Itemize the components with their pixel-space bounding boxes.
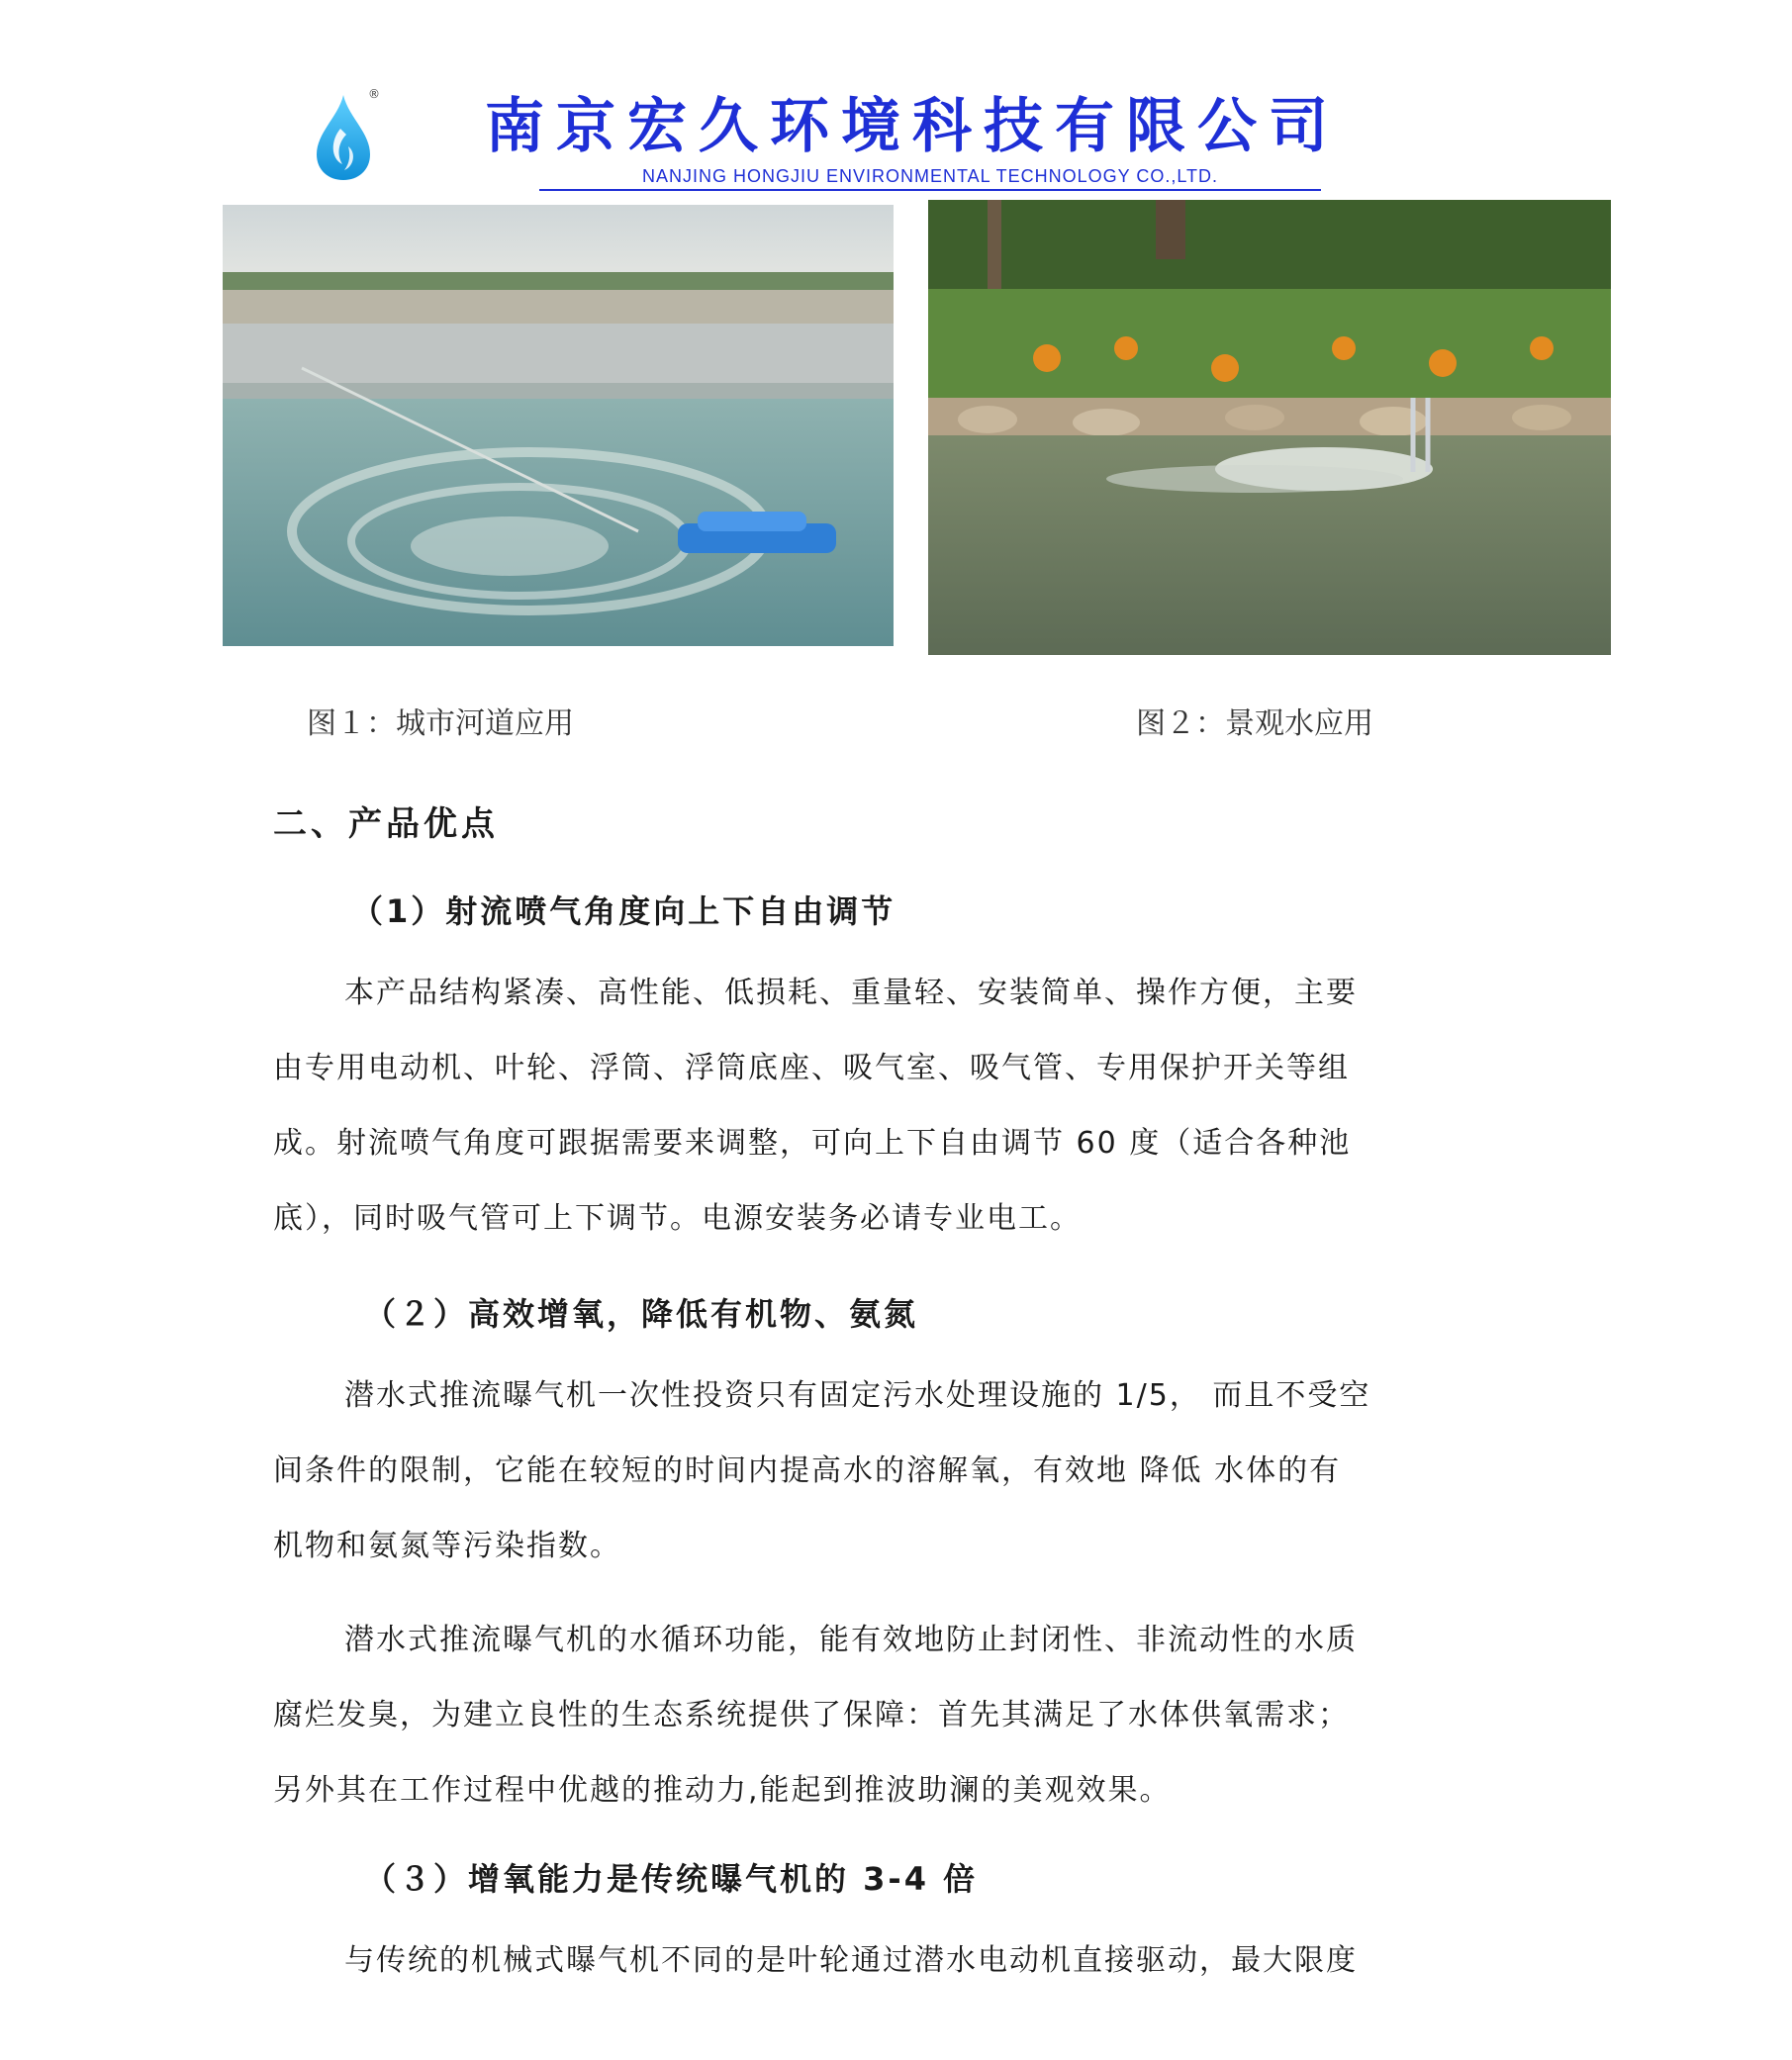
item-1-line-2: 由专用电动机、叶轮、浮筒、浮筒底座、吸气室、吸气管、专用保护开关等组: [273, 1051, 1350, 1085]
figure-2-photo: [928, 200, 1611, 655]
figure-2-caption: 图２：景观水应用: [1136, 706, 1373, 741]
item-1-heading: （1）射流喷气角度向上下自由调节: [351, 892, 896, 930]
item-2-line-3: 机物和氨氮等污染指数。: [273, 1529, 621, 1563]
item-2b-line-1: 潜水式推流曝气机的水循环功能，能有效地防止封闭性、非流动性的水质: [344, 1623, 1358, 1657]
item-2-line-1: 潜水式推流曝气机一次性投资只有固定污水处理设施的 1/5， 而且不受空: [344, 1378, 1371, 1413]
item-2b-line-3: 另外其在工作过程中优越的推动力,能起到推波助澜的美观效果。: [273, 1773, 1172, 1808]
item-3-heading: （３）增氧能力是传统曝气机的 3-4 倍: [364, 1860, 979, 1898]
item-2-line-2: 间条件的限制，它能在较短的时间内提高水的溶解氧，有效地 降低 水体的有: [273, 1453, 1342, 1488]
figure-1-photo: [223, 205, 894, 646]
company-name-cn: 南京宏久环境科技有限公司: [485, 92, 1340, 161]
section-title: 二、产品优点: [273, 804, 499, 844]
company-logo: [309, 89, 378, 184]
water-drop-logo-icon: [309, 89, 378, 184]
item-1-line-3: 成。射流喷气角度可跟据需要来调整，可向上下自由调节 60 度（适合各种池: [273, 1126, 1352, 1161]
item-1-line-4: 底），同时吸气管可上下调节。电源安装务必请专业电工。: [273, 1201, 1082, 1236]
item-1-line-1: 本产品结构紧凑、高性能、低损耗、重量轻、安装简单、操作方便，主要: [344, 976, 1358, 1010]
figure-1-caption: 图１：城市河道应用: [307, 706, 574, 741]
item-3-line-1: 与传统的机械式曝气机不同的是叶轮通过潜水电动机直接驱动，最大限度: [344, 1943, 1358, 1978]
item-2-heading: （２）高效增氧，降低有机物、氨氮: [364, 1295, 919, 1333]
item-2b-line-2: 腐烂发臭，为建立良性的生态系统提供了保障：首先其满足了水体供氧需求；: [273, 1698, 1350, 1732]
registered-mark: ®: [368, 87, 380, 101]
company-name-en: NANJING HONGJIU ENVIRONMENTAL TECHNOLOGY CO.,LTD.: [539, 166, 1321, 191]
